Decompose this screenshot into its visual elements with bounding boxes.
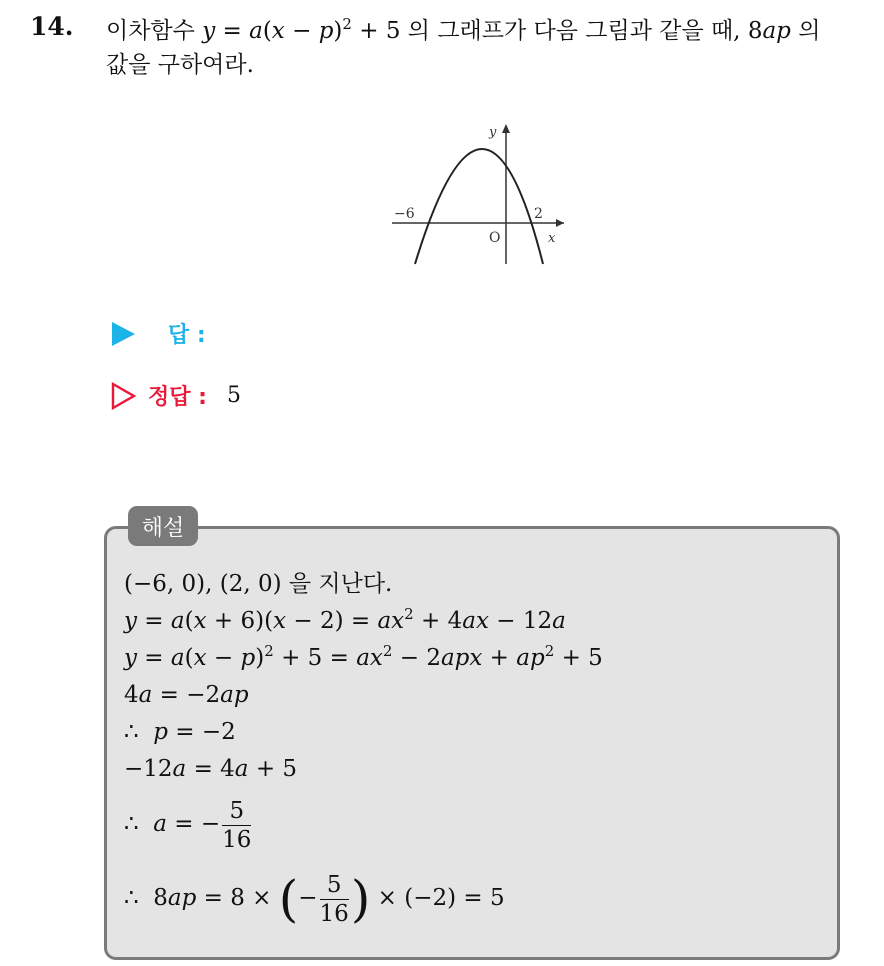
parabola-graph [388, 118, 568, 268]
question-text-part1: 이차함수 [106, 18, 195, 44]
question-number: 14. [30, 12, 74, 41]
solution-tab: 해설 [128, 506, 198, 546]
solution-line-3: $y = a(x - p)^2 + 5 = ax^2 - 2apx + ap^2 + 5$ [124, 642, 603, 671]
question-text [106, 14, 866, 82]
answer-row [110, 318, 206, 349]
x-axis-arrow-icon [556, 219, 564, 227]
origin-label: O [489, 230, 501, 246]
answer-label: 답 : [168, 323, 206, 348]
solution-line-4: 4a = −2ap [124, 682, 249, 708]
question-text-part2: 의 그래프가 다음 그림과 같을 때, [407, 18, 741, 44]
solution-line-8: ∴ 8ap = 8 × (− $\frac{5}{16}$ ) × (−2) = 5 [124, 870, 505, 928]
right-root-label: 2 [534, 206, 543, 222]
correct-answer-label: 정답 : [148, 385, 207, 410]
correct-answer-value: 5 [226, 383, 241, 408]
question-formula: $y = a(x - p)^2 + 5$ [202, 15, 401, 44]
solution-line-2: $y = a(x + 6)(x - 2) = ax^2 + 4ax - 12a$ [124, 605, 566, 634]
correct-answer-row [110, 380, 241, 411]
solution-line-1-text: 을 지난다. [288, 571, 393, 597]
fraction-inline-numerator: 5 [320, 871, 349, 900]
solution-line-5: ∴ p = −2 [124, 719, 236, 745]
fraction-a [222, 797, 251, 854]
fraction-denominator: 16 [222, 826, 252, 853]
fraction-inline-denominator: 16 [319, 900, 349, 927]
parabola-curve [415, 149, 543, 264]
play-icon [110, 321, 136, 347]
solution-line-6: −12a = 4a + 5 [124, 756, 298, 782]
question-text-part3: 의 [798, 18, 821, 44]
y-axis-label: y [489, 125, 497, 140]
x-axis-label: x [548, 231, 556, 246]
solution-line-7: ∴ a = − $\frac{5}{16}$ [124, 797, 252, 853]
question-expression: 8ap [747, 18, 791, 44]
solution-lines [124, 566, 603, 936]
fraction-numerator: 5 [222, 797, 251, 826]
solution-line-1: (−6, 0), (2, 0) 을 지난다. [124, 571, 393, 597]
fraction-inline [320, 871, 349, 928]
left-root-label: −6 [394, 206, 415, 222]
question-text-line2: 값을 구하여라. [106, 52, 254, 78]
y-axis-arrow-icon [502, 124, 510, 133]
play-outline-icon [110, 382, 136, 410]
